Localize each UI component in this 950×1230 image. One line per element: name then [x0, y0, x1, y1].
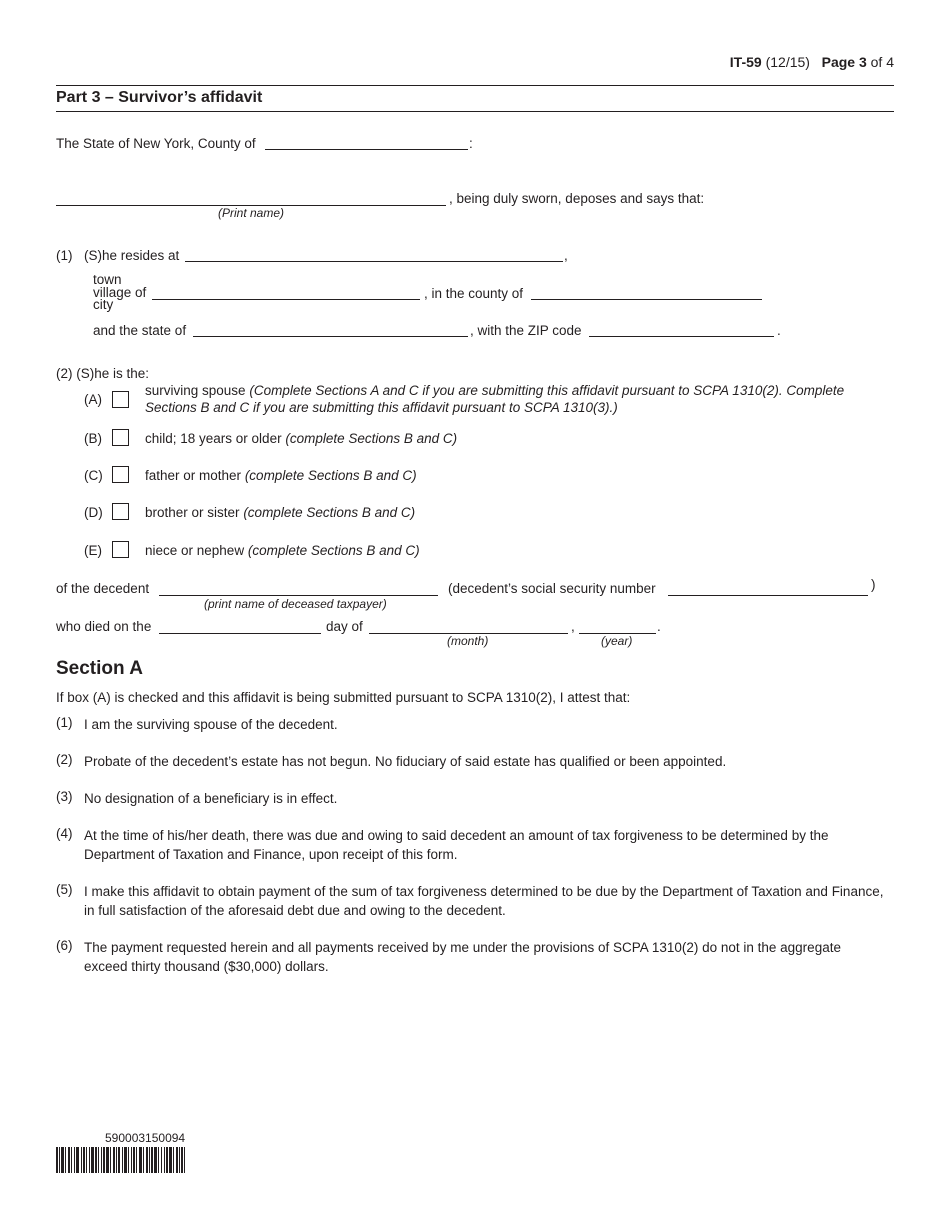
item1-resides: (S)he resides at: [84, 248, 180, 263]
section-a-item1-number: (1): [56, 715, 73, 730]
decedent-prefix: of the decedent: [56, 581, 150, 596]
form-revision: (12/15): [765, 54, 810, 70]
option-e-label: niece or nephew: [145, 543, 245, 558]
option-a-note-line2: Sections B and C if you are submitting this affidavit pursuant to SCPA 1310(3).): [145, 400, 618, 415]
item1-city: city: [93, 297, 114, 312]
section-a-item1-text: I am the surviving spouse of the decedent.: [84, 717, 338, 732]
option-c-label: father or mother: [145, 468, 242, 483]
form-id: IT-59: [729, 54, 762, 70]
section-a-item6-text: The payment requested herein and all payments received by me under the provisions of SCPA 1310(2) do not in the aggregate exceed thirty thousand ($30,000) dollars.: [84, 940, 841, 974]
county-of-residence-field[interactable]: [531, 284, 762, 300]
county-field[interactable]: [265, 134, 468, 150]
option-a-text: [145, 383, 844, 398]
option-b-letter: (B): [84, 431, 102, 446]
option-b-checkbox[interactable]: [112, 429, 129, 446]
date-comma: ,: [571, 619, 575, 634]
section-a-item5-text: I make this affidavit to obtain payment of the sum of tax forgiveness determined to be due by the Department of Taxation and Finance, in full satisfaction of the aforesaid debt due and owing to the decedent.: [84, 884, 884, 918]
address-field[interactable]: [185, 246, 563, 262]
municipality-field[interactable]: [152, 284, 420, 300]
option-b-label: child; 18 years or older: [145, 431, 282, 446]
option-a-letter: (A): [84, 392, 102, 407]
page-label: Page 3: [821, 54, 867, 70]
item2-label: (2) (S)he is the:: [56, 366, 150, 381]
print-name-caption: (Print name): [218, 206, 285, 220]
item1-comma: ,: [564, 248, 568, 263]
option-a-label: surviving spouse: [145, 383, 246, 398]
day-of-label: day of: [326, 619, 363, 634]
item1-period: .: [777, 323, 781, 338]
option-b-note: (complete Sections B and C): [285, 431, 458, 446]
ssn-label: (decedent’s social security number: [448, 581, 656, 596]
section-a-intro: If box (A) is checked and this affidavit is being submitted pursuant to SCPA 1310(2), I attest that:: [56, 690, 631, 705]
death-day-field[interactable]: [159, 618, 321, 634]
death-month-field[interactable]: [369, 618, 568, 634]
form-header: [730, 54, 894, 70]
option-e-text: [145, 543, 420, 558]
zip-field[interactable]: [589, 321, 774, 337]
part-title: Part 3 – Survivor’s affidavit: [56, 89, 263, 106]
option-e-note: (complete Sections B and C): [247, 543, 420, 558]
sworn-suffix: , being duly sworn, deposes and says that:: [449, 191, 705, 206]
section-a-item5-number: (5): [56, 882, 73, 897]
option-a-checkbox[interactable]: [112, 391, 129, 408]
item1-number: (1): [56, 248, 73, 263]
section-a-item3-number: (3): [56, 789, 73, 804]
option-a-note: (Complete Sections A and C if you are submitting this affidavit pursuant to SCPA 1310(2). Complete: [249, 383, 845, 398]
state-field[interactable]: [193, 321, 468, 337]
barcode-bar: [185, 1147, 187, 1173]
option-d-text: [145, 505, 415, 520]
item1-village: village of: [93, 285, 147, 300]
county-prefix: The State of New York, County of: [56, 136, 256, 151]
option-d-note: (complete Sections B and C): [243, 505, 416, 520]
option-e-checkbox[interactable]: [112, 541, 129, 558]
ssn-close: ): [871, 577, 876, 592]
death-year-field[interactable]: [579, 618, 656, 634]
ssn-field[interactable]: [668, 580, 868, 596]
section-a-item6-number: (6): [56, 938, 73, 953]
item1-state: and the state of: [93, 323, 187, 338]
print-name-field[interactable]: [56, 190, 446, 206]
section-a-item4-text: At the time of his/her death, there was due and owing to said decedent an amount of tax forgiveness to be determined by the Department of Taxation and Finance, upon receipt of this form.: [84, 828, 829, 862]
item1-zip: , with the ZIP code: [470, 323, 582, 338]
option-d-checkbox[interactable]: [112, 503, 129, 520]
page-of: of 4: [870, 54, 894, 70]
option-d-letter: (D): [84, 505, 103, 520]
section-a-item2-text: Probate of the decedent’s estate has not begun. No fiduciary of said estate has qualified or been appointed.: [84, 754, 727, 769]
option-c-letter: (C): [84, 468, 103, 483]
section-a-title: Section A: [56, 658, 143, 679]
decedent-name-caption: (print name of deceased taxpayer): [204, 597, 387, 611]
section-a-item2-number: (2): [56, 752, 73, 767]
title-rule: [56, 111, 894, 112]
section-a-item4-number: (4): [56, 826, 73, 841]
barcode-number: 590003150094: [105, 1131, 186, 1145]
option-e-letter: (E): [84, 543, 102, 558]
option-c-text: [145, 468, 417, 483]
option-c-checkbox[interactable]: [112, 466, 129, 483]
option-d-label: brother or sister: [145, 505, 240, 520]
year-caption: (year): [601, 634, 633, 648]
option-c-note: (complete Sections B and C): [244, 468, 417, 483]
county-suffix: :: [469, 136, 473, 151]
item1-town: town: [93, 272, 122, 287]
date-period: .: [657, 619, 661, 634]
died-label: who died on the: [56, 619, 152, 634]
option-b-text: [145, 431, 457, 446]
top-rule: [56, 85, 894, 86]
decedent-name-field[interactable]: [159, 580, 438, 596]
item1-county: , in the county of: [424, 286, 524, 301]
section-a-item3-text: No designation of a beneficiary is in effect.: [84, 791, 338, 806]
barcode-image: [56, 1147, 187, 1173]
month-caption: (month): [447, 634, 489, 648]
